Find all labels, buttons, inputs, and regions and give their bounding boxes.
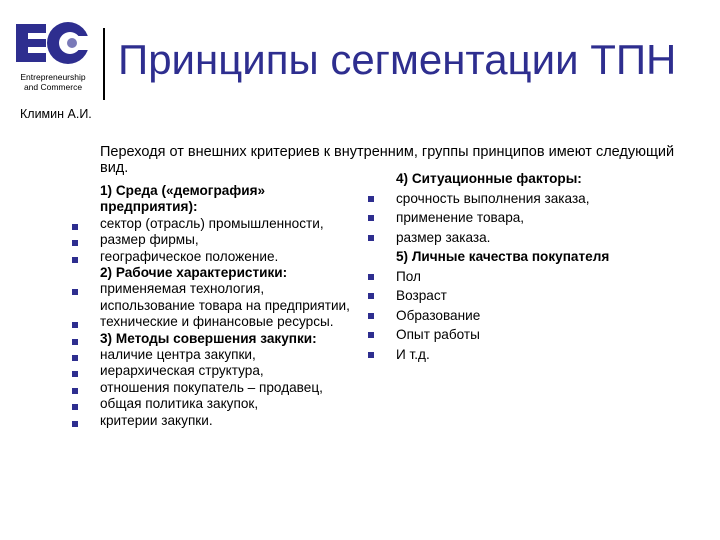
list-item-text: применяемая технология, xyxy=(100,281,265,297)
list-item-text: 4) Ситуационные факторы: xyxy=(396,171,582,186)
list-item xyxy=(368,286,678,306)
list-item-text: Опыт работы xyxy=(396,327,480,342)
square-bullet-icon xyxy=(368,313,374,319)
list-item xyxy=(72,216,362,232)
list-item xyxy=(72,396,362,412)
list-heading xyxy=(72,265,362,281)
square-bullet-icon xyxy=(72,240,78,246)
list-heading xyxy=(72,183,362,216)
page-title: Принципы сегментации ТПН xyxy=(118,36,677,83)
square-bullet-icon xyxy=(368,293,374,299)
list-item xyxy=(72,380,362,396)
list-item xyxy=(368,306,678,326)
list-item-text: критерии закупки. xyxy=(100,412,213,428)
title-divider xyxy=(103,28,105,100)
square-bullet-icon xyxy=(72,404,78,410)
list-item xyxy=(72,347,362,363)
list-item-text: 5) Личные качества покупателя xyxy=(396,249,610,264)
list-item xyxy=(72,363,362,379)
list-item-text: иерархическая структура, xyxy=(100,363,264,379)
square-bullet-icon xyxy=(368,235,374,241)
square-bullet-icon xyxy=(368,215,374,221)
list-item xyxy=(368,267,678,287)
list-item xyxy=(72,281,362,297)
list-item-text: размер заказа. xyxy=(396,229,491,245)
list-item-text: наличие центра закупки, xyxy=(100,347,256,363)
list-item xyxy=(72,298,362,314)
list-item xyxy=(72,232,362,248)
list-item-text: срочность выполнения заказа, xyxy=(396,190,590,206)
list-item-text: сектор (отрасль) промышленности, xyxy=(100,215,324,231)
list-item-text: использование товара на предприятии, xyxy=(100,297,350,313)
list-item-text: 2) Рабочие характеристики: xyxy=(100,265,288,281)
list-item-text: географическое положение. xyxy=(100,248,279,264)
logo-caption xyxy=(10,72,96,92)
list-item-text: применение товара, xyxy=(396,210,525,225)
list-item-text: 3) Методы совершения закупки: xyxy=(100,330,317,346)
list-item-text: Образование xyxy=(396,307,481,323)
list-item xyxy=(368,208,678,228)
author-name: Климин А.И. xyxy=(20,107,92,121)
list-item xyxy=(368,345,678,365)
list-item-text: И т.д. xyxy=(396,346,430,362)
list-item-text: общая политика закупок, xyxy=(100,396,259,412)
list-item xyxy=(72,314,362,330)
square-bullet-icon xyxy=(72,322,78,328)
square-bullet-icon xyxy=(368,332,374,338)
list-item-text: Возраст xyxy=(396,288,447,303)
square-bullet-icon xyxy=(72,224,78,230)
list-item xyxy=(368,189,678,209)
square-bullet-icon xyxy=(72,289,78,295)
ec-logo-icon xyxy=(14,18,92,68)
left-criteria-list xyxy=(72,183,362,429)
square-bullet-icon xyxy=(72,421,78,427)
square-bullet-icon xyxy=(72,371,78,377)
list-item-text: размер фирмы, xyxy=(100,232,199,248)
square-bullet-icon xyxy=(72,388,78,394)
logo-text-line1: Entrepreneurship xyxy=(20,72,86,82)
logo xyxy=(10,18,96,92)
logo-text-line2: and Commerce xyxy=(23,82,83,92)
list-item-text: отношения покупатель – продавец, xyxy=(100,379,323,395)
square-bullet-icon xyxy=(72,355,78,361)
list-item xyxy=(72,413,362,429)
list-item-text: 1) Среда («демография» предприятия): xyxy=(100,183,266,215)
list-item xyxy=(72,249,362,265)
square-bullet-icon xyxy=(368,274,374,280)
right-criteria-list xyxy=(368,169,678,364)
intro-text: Переходя от внешних критериев к внутренним, группы принципов имеют следующий вид. xyxy=(100,144,675,176)
list-item xyxy=(368,228,678,248)
list-item-text: технические и финансовые ресурсы. xyxy=(100,314,334,330)
square-bullet-icon xyxy=(72,257,78,263)
list-heading xyxy=(368,169,678,189)
list-heading xyxy=(72,331,362,347)
list-heading xyxy=(368,247,678,267)
square-bullet-icon xyxy=(368,352,374,358)
list-item-text: Пол xyxy=(396,268,421,284)
list-item xyxy=(368,325,678,345)
square-bullet-icon xyxy=(368,196,374,202)
square-bullet-icon xyxy=(72,339,78,345)
